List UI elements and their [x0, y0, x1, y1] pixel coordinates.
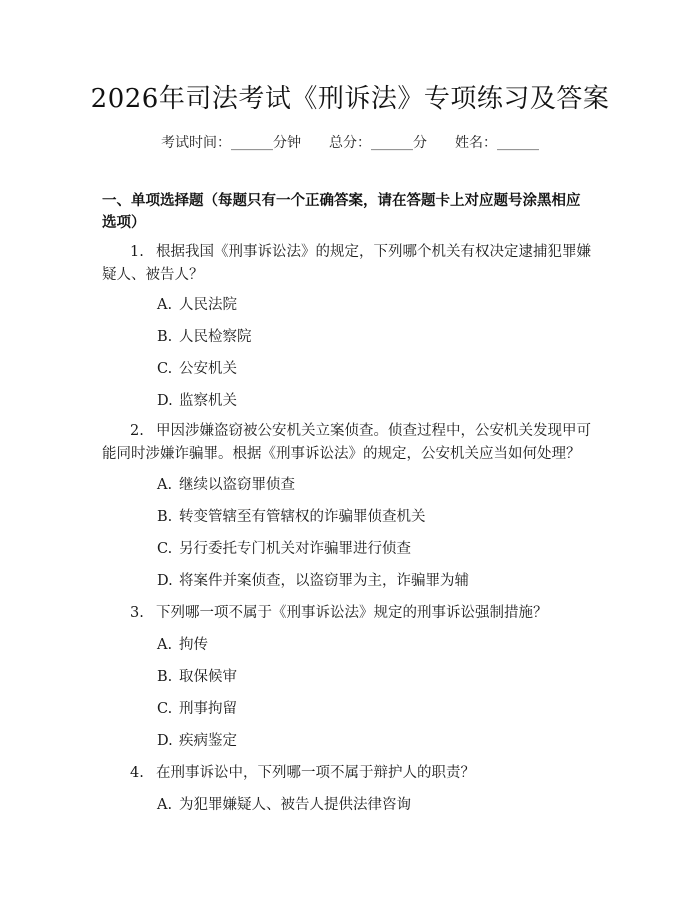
question-2-option-c — [157, 539, 411, 559]
question-number: 3. — [130, 605, 144, 621]
question-4 — [102, 762, 597, 785]
question-text: 在刑事诉讼中，下列哪一项不属于辩护人的职责？ — [156, 765, 475, 781]
option-text: 将案件并案侦查，以盗窃罪为主，诈骗罪为辅 — [179, 573, 469, 589]
question-2-option-b — [157, 507, 426, 527]
option-text: 另行委托专门机关对诈骗罪进行侦查 — [179, 541, 411, 557]
question-number: 2. — [130, 423, 144, 439]
option-text: 人民法院 — [179, 297, 237, 313]
question-number: 4. — [130, 765, 144, 781]
question-1-option-a — [157, 295, 237, 315]
option-text: 刑事拘留 — [179, 701, 237, 717]
question-text: 根据我国《刑事诉讼法》的规定，下列哪个机关有权决定逮捕犯罪嫌疑人、被告人？ — [102, 244, 591, 283]
exam-info — [0, 132, 700, 152]
question-2-option-d — [157, 571, 469, 591]
question-number: 1. — [130, 244, 144, 260]
option-letter: B. — [157, 669, 173, 685]
option-text: 公安机关 — [179, 361, 237, 377]
question-text: 下列哪一项不属于《刑事诉讼法》规定的刑事诉讼强制措施？ — [156, 605, 548, 621]
option-letter: A. — [157, 797, 173, 813]
question-text: 甲因涉嫌盗窃被公安机关立案侦查。侦查过程中，公安机关发现甲可能同时涉嫌诈骗罪。根据《刑事诉讼法》的规定，公安机关应当如何处理？ — [102, 423, 591, 462]
question-3-option-a — [157, 635, 208, 655]
page-title: 2026年司法考试《刑诉法》专项练习及答案 — [90, 84, 610, 114]
option-text: 继续以盗窃罪侦查 — [179, 477, 295, 493]
option-letter: C. — [157, 701, 173, 717]
option-letter: C. — [157, 541, 173, 557]
option-letter: D. — [157, 573, 173, 589]
option-text: 取保候审 — [179, 669, 237, 685]
option-letter: B. — [157, 329, 173, 345]
option-text: 拘传 — [179, 637, 208, 653]
option-text: 为犯罪嫌疑人、被告人提供法律咨询 — [179, 797, 411, 813]
question-1-option-d — [157, 391, 237, 411]
option-letter: A. — [157, 297, 173, 313]
option-letter: D. — [157, 733, 173, 749]
question-2-option-a — [157, 475, 295, 495]
exam-time-field: 考试时间：______分钟 — [161, 135, 301, 151]
question-1 — [102, 241, 597, 287]
option-text: 人民检察院 — [179, 329, 252, 345]
option-text: 疾病鉴定 — [179, 733, 237, 749]
option-letter: A. — [157, 477, 173, 493]
name-field: 姓名：______ — [455, 135, 539, 151]
question-1-option-b — [157, 327, 252, 347]
total-score-field: 总分：______分 — [329, 135, 427, 151]
question-3-option-b — [157, 667, 237, 687]
question-3-option-d — [157, 731, 237, 751]
question-1-option-c — [157, 359, 237, 379]
option-letter: A. — [157, 637, 173, 653]
option-letter: B. — [157, 509, 173, 525]
section-heading: 一、单项选择题（每题只有一个正确答案，请在答题卡上对应题号涂黑相应选项） — [102, 193, 581, 231]
question-4-option-a — [157, 795, 411, 815]
question-3 — [102, 602, 597, 625]
question-3-option-c — [157, 699, 237, 719]
option-text: 监察机关 — [179, 393, 237, 409]
option-letter: C. — [157, 361, 173, 377]
option-text: 转变管辖至有管辖权的诈骗罪侦查机关 — [179, 509, 426, 525]
question-2 — [102, 420, 597, 466]
option-letter: D. — [157, 393, 173, 409]
